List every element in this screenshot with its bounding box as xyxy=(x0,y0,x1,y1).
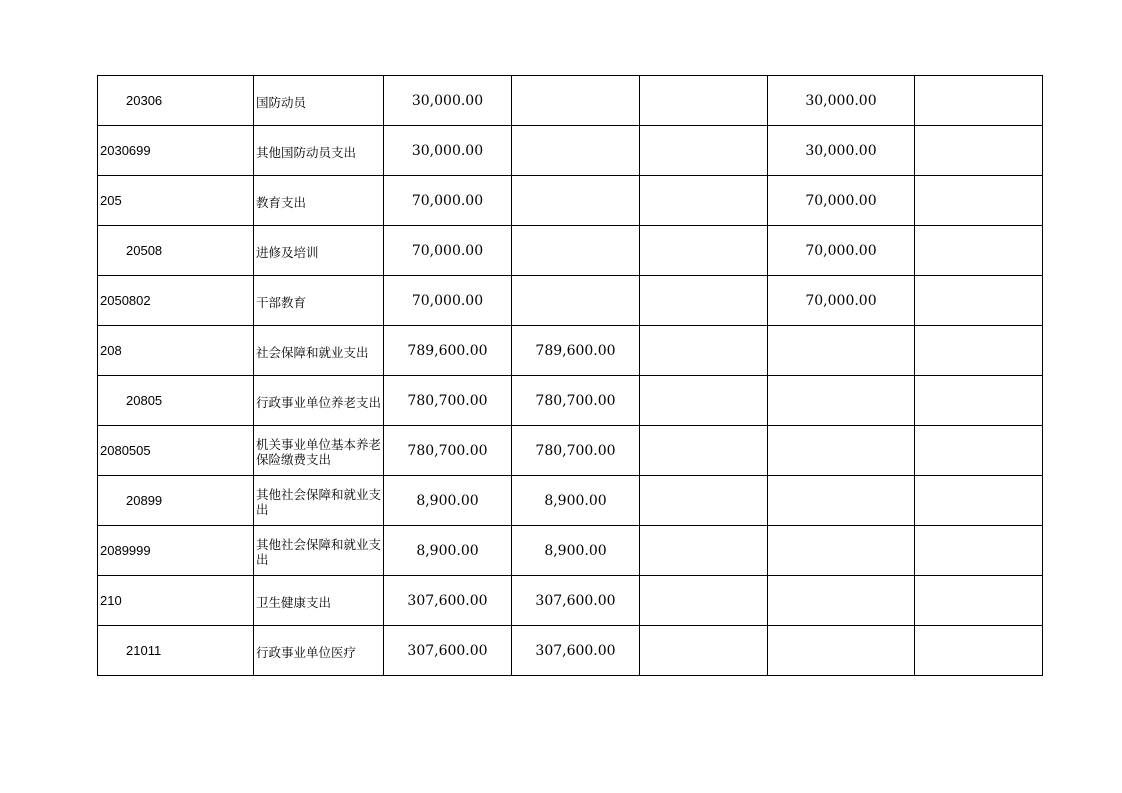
cell-amount-5 xyxy=(915,426,1043,476)
cell-amount-2 xyxy=(512,126,640,176)
cell-amount-4 xyxy=(768,576,915,626)
cell-amount-4 xyxy=(768,326,915,376)
table-row xyxy=(98,226,1043,276)
cell-name-text: 国防动员 xyxy=(256,94,307,110)
cell-amount-5 xyxy=(915,526,1043,576)
cell-amount-2: 8,900.00 xyxy=(512,476,640,526)
cell-amount-2: 789,600.00 xyxy=(512,326,640,376)
cell-amount-4: 30,000.00 xyxy=(768,76,915,126)
table-row xyxy=(98,126,1043,176)
cell-name xyxy=(254,176,384,226)
cell-code: 2080505 xyxy=(98,426,254,476)
cell-name-text: 干部教育 xyxy=(256,294,307,310)
cell-amount-3 xyxy=(640,226,768,276)
cell-amount-3 xyxy=(640,426,768,476)
cell-amount-4: 70,000.00 xyxy=(768,226,915,276)
cell-amount-3 xyxy=(640,276,768,326)
cell-amount-1: 307,600.00 xyxy=(384,626,512,676)
cell-name-text: 其他国防动员支出 xyxy=(256,144,357,160)
table-row xyxy=(98,76,1043,126)
table-row xyxy=(98,526,1043,576)
cell-amount-5 xyxy=(915,476,1043,526)
cell-amount-4 xyxy=(768,376,915,426)
cell-amount-1: 780,700.00 xyxy=(384,426,512,476)
cell-amount-2 xyxy=(512,176,640,226)
cell-amount-1: 70,000.00 xyxy=(384,226,512,276)
cell-code: 20899 xyxy=(98,476,254,526)
cell-amount-5 xyxy=(915,176,1043,226)
cell-amount-5 xyxy=(915,626,1043,676)
cell-code: 210 xyxy=(98,576,254,626)
cell-amount-4 xyxy=(768,426,915,476)
cell-amount-1: 8,900.00 xyxy=(384,476,512,526)
cell-name xyxy=(254,626,384,676)
cell-amount-2 xyxy=(512,76,640,126)
cell-amount-3 xyxy=(640,626,768,676)
cell-amount-1: 30,000.00 xyxy=(384,126,512,176)
cell-amount-2: 307,600.00 xyxy=(512,626,640,676)
cell-amount-5 xyxy=(915,326,1043,376)
cell-code: 2030699 xyxy=(98,126,254,176)
cell-amount-3 xyxy=(640,576,768,626)
table-body xyxy=(98,76,1043,676)
cell-code: 21011 xyxy=(98,626,254,676)
cell-amount-2: 780,700.00 xyxy=(512,376,640,426)
cell-code: 20805 xyxy=(98,376,254,426)
cell-name-text: 其他社会保障和就业支出 xyxy=(256,537,382,567)
budget-table xyxy=(97,75,1043,676)
cell-amount-3 xyxy=(640,526,768,576)
cell-amount-2 xyxy=(512,276,640,326)
cell-code: 2050802 xyxy=(98,276,254,326)
table-row xyxy=(98,276,1043,326)
cell-amount-2 xyxy=(512,226,640,276)
cell-amount-5 xyxy=(915,276,1043,326)
cell-code: 20306 xyxy=(98,76,254,126)
cell-amount-1: 8,900.00 xyxy=(384,526,512,576)
cell-amount-4 xyxy=(768,526,915,576)
cell-code: 2089999 xyxy=(98,526,254,576)
cell-amount-3 xyxy=(640,376,768,426)
cell-name xyxy=(254,426,384,476)
cell-amount-5 xyxy=(915,126,1043,176)
cell-name xyxy=(254,326,384,376)
cell-amount-3 xyxy=(640,126,768,176)
cell-name xyxy=(254,526,384,576)
cell-amount-1: 307,600.00 xyxy=(384,576,512,626)
cell-name xyxy=(254,276,384,326)
cell-amount-4: 30,000.00 xyxy=(768,126,915,176)
cell-amount-1: 789,600.00 xyxy=(384,326,512,376)
cell-amount-1: 70,000.00 xyxy=(384,276,512,326)
cell-amount-3 xyxy=(640,476,768,526)
cell-name-text: 社会保障和就业支出 xyxy=(256,344,369,360)
cell-amount-1: 780,700.00 xyxy=(384,376,512,426)
cell-amount-2: 307,600.00 xyxy=(512,576,640,626)
cell-name xyxy=(254,576,384,626)
cell-amount-1: 70,000.00 xyxy=(384,176,512,226)
table-row xyxy=(98,626,1043,676)
cell-name xyxy=(254,226,384,276)
cell-amount-3 xyxy=(640,76,768,126)
cell-amount-5 xyxy=(915,226,1043,276)
cell-amount-4 xyxy=(768,626,915,676)
cell-name-text: 行政事业单位医疗 xyxy=(256,644,357,660)
cell-name xyxy=(254,126,384,176)
cell-code: 208 xyxy=(98,326,254,376)
cell-amount-4: 70,000.00 xyxy=(768,276,915,326)
cell-name-text: 教育支出 xyxy=(256,194,307,210)
cell-name xyxy=(254,476,384,526)
cell-amount-4 xyxy=(768,476,915,526)
cell-amount-1: 30,000.00 xyxy=(384,76,512,126)
cell-amount-4: 70,000.00 xyxy=(768,176,915,226)
cell-name-text: 机关事业单位基本养老保险缴费支出 xyxy=(256,437,382,467)
table-row xyxy=(98,476,1043,526)
cell-code: 20508 xyxy=(98,226,254,276)
cell-amount-5 xyxy=(915,576,1043,626)
cell-amount-2: 8,900.00 xyxy=(512,526,640,576)
cell-name xyxy=(254,76,384,126)
cell-amount-5 xyxy=(915,76,1043,126)
cell-amount-3 xyxy=(640,176,768,226)
cell-name-text: 其他社会保障和就业支出 xyxy=(256,487,382,517)
table-row xyxy=(98,176,1043,226)
cell-name xyxy=(254,376,384,426)
cell-code: 205 xyxy=(98,176,254,226)
cell-name-text: 进修及培训 xyxy=(256,244,319,260)
table-row xyxy=(98,576,1043,626)
table-row xyxy=(98,376,1043,426)
table-row xyxy=(98,326,1043,376)
cell-amount-5 xyxy=(915,376,1043,426)
cell-name-text: 卫生健康支出 xyxy=(256,594,332,610)
cell-amount-3 xyxy=(640,326,768,376)
table-row xyxy=(98,426,1043,476)
cell-amount-2: 780,700.00 xyxy=(512,426,640,476)
cell-name-text: 行政事业单位养老支出 xyxy=(256,394,382,410)
